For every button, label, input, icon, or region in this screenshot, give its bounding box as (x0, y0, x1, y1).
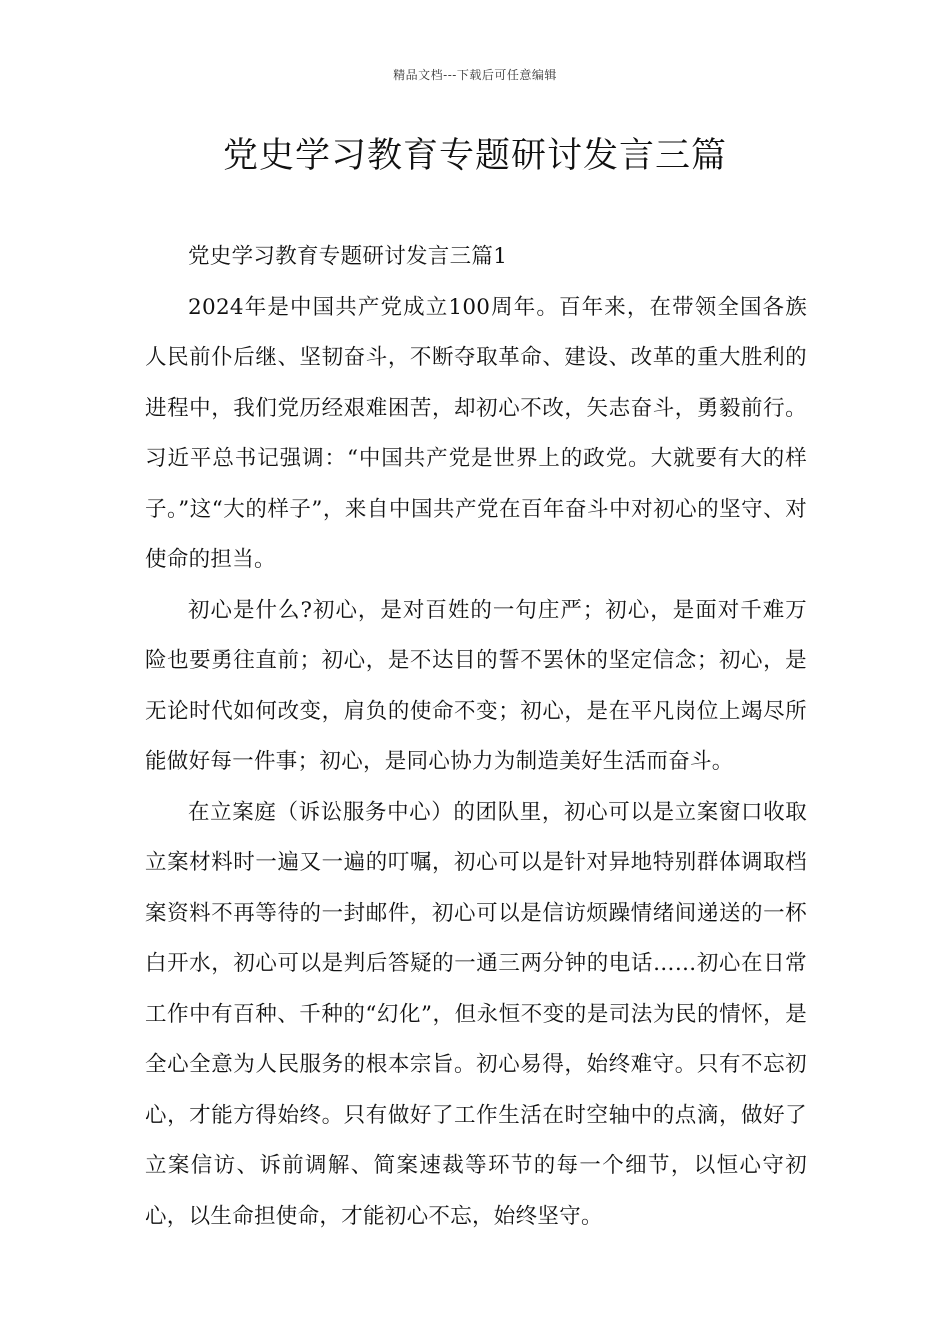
header-note: 精品文档---下载后可任意编辑 (393, 68, 557, 82)
paragraph-2: 初心是什么?初心，是对百姓的一句庄严；初心，是面对千难万险也要勇往直前；初心，是不达目的誓不罢休的坚定信念；初心，是无论时代如何改变，肩负的使命不变；初心，是在平凡岗位上竭尽所能做好每一件事；初心，是同心协力为制造美好生活而奋斗。 (145, 597, 807, 774)
section-heading: 党史学习教育专题研讨发言三篇1 (188, 244, 508, 269)
paragraph-3: 在立案庭（诉讼服务中心）的团队里，初心可以是立案窗口收取立案材料时一遍又一遍的叮嘱，初心可以是针对异地特别群体调取档案资料不再等待的一封邮件，初心可以是信访烦躁情绪间递送的一杯白开水，初心可以是判后答疑的一通三两分钟的电话……初心在日常工作中有百种、千种的“幻化”，但永恒不变的是司法为民的情怀，是全心全意为人民服务的根本宗旨。初心易得，始终难守。只有不忘初心，才能方得始终。只有做好了工作生活在时空轴中的点滴，做好了立案信访、诉前调解、简案速裁等环节的每一个细节，以恒心守初心，以生命担使命，才能初心不忘，始终坚守。 (145, 799, 807, 1229)
paragraph-1: 2024年是中国共产党成立100周年。百年来，在带领全国各族人民前仆后继、坚韧奋斗，不断夺取革命、建设、改革的重大胜利的进程中，我们党历经艰难困苦，却初心不改，矢志奋斗，勇毅前行。习近平总书记强调：“中国共产党是世界上的政党。大就要有大的样子。”这“大的样子”，来自中国共产党在百年奋斗中对初心的坚守、对使命的担当。 (145, 294, 807, 572)
document-body (145, 232, 807, 1242)
document-title: 党史学习教育专题研讨发言三篇 (222, 136, 727, 176)
